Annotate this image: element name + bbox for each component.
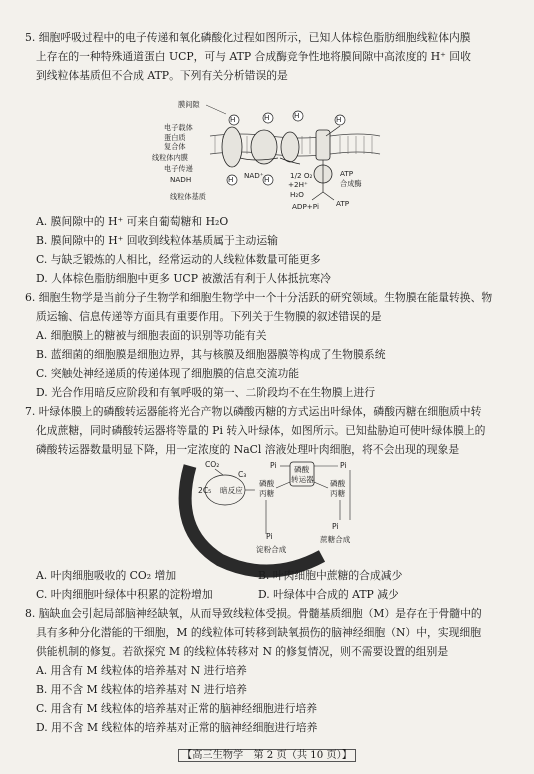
svg-text:H: H	[264, 175, 270, 184]
label-o2: 1/2 O₂	[290, 171, 313, 180]
label-synthase: 合成酶	[340, 179, 362, 188]
label-triose: 磷酸	[259, 479, 275, 488]
label-complex: 复合体	[164, 142, 186, 151]
label-atp: ATP	[340, 169, 354, 178]
label-c5: 2C₅	[198, 486, 212, 495]
q5-option-b: B. 膜间隙中的 H⁺ 回收到线粒体基质属于主动运输	[36, 234, 278, 247]
q7-stem-line: 化成蔗糖，同时磷酸转运器将等量的 Pi 转入叶绿体，如图所示。已知盐胁迫可使叶绿体膜上的	[36, 424, 486, 437]
label-c3: C₃	[238, 470, 247, 479]
label-sucrose: 蔗糖合成	[320, 535, 351, 544]
q6-option-a: A. 细胞膜上的糖被与细胞表面的识别等功能有关	[36, 329, 267, 342]
q7-stem-line: 7. 叶绿体膜上的磷酸转运器能将光合产物以磷酸丙糖的方式运出叶绿体，磷酸丙糖在细胞质中转	[25, 405, 482, 418]
label-pi: Pi	[332, 522, 339, 531]
q5-stem-line: 上存在的一种特殊通道蛋白 UCP，可与 ATP 合成酶竞争性地将膜间隙中高浓度的 H⁺ 回收	[36, 50, 471, 63]
footer-label: 【高三生物学 第 2 页（共 10 页）】	[178, 749, 356, 762]
page-footer	[0, 746, 534, 761]
q5-option-a: A. 膜间隙中的 H⁺ 可来自葡萄糖和 H₂O	[36, 215, 229, 228]
label-pi: Pi	[266, 532, 273, 541]
label-atp-product: ATP	[336, 199, 350, 208]
q6-stem-line: 6. 细胞生物学是当前分子生物学和细胞生物学中一个十分活跃的研究领域。生物膜在能量转换、物	[25, 291, 493, 304]
svg-text:H: H	[264, 113, 270, 122]
q5-option-c: C. 与缺乏锻炼的人相比，经常运动的人线粒体数量可能更多	[36, 253, 321, 266]
q7-stem-line: 磷酸转运器数量明显下降，用一定浓度的 NaCl 溶液处理叶肉细胞，将不会出现的现象是	[36, 443, 460, 456]
q7-option-b: B. 叶肉细胞中蔗糖的合成减少	[258, 569, 403, 582]
label-adp: ADP+Pi	[292, 202, 319, 211]
q6-option-b: B. 蓝细菌的细胞膜是细胞边界，其与核膜及细胞器膜等构成了生物膜系统	[36, 348, 386, 361]
q7-option-c: C. 叶肉细胞叶绿体中积累的淀粉增加	[36, 588, 213, 601]
q8-stem-line: 8. 脑缺血会引起局部脑神经缺氧，从而导致线粒体受损。骨髓基质细胞（M）是存在于骨髓中的	[25, 607, 482, 620]
svg-text:H: H	[336, 115, 342, 124]
label-matrix: 线粒体基质	[170, 192, 206, 201]
label-triose: 磷酸	[330, 479, 346, 488]
label-transfer: 电子传递	[164, 164, 193, 173]
q6-option-d: D. 光合作用暗反应阶段和有氧呼吸的第一、二阶段均不在生物膜上进行	[36, 386, 376, 399]
q6-option-c: C. 突触处神经递质的传递体现了细胞膜的信息交流功能	[36, 367, 300, 380]
q8-option-a: A. 用含有 M 线粒体的培养基对 N 进行培养	[36, 664, 247, 677]
q8-option-b: B. 用不含 M 线粒体的培养基对 N 进行培养	[36, 683, 247, 696]
q5-stem-line: 5. 细胞呼吸过程中的电子传递和氧化磷酸化过程如图所示，已知人体棕色脂肪细胞线粒体内膜	[25, 31, 471, 44]
label-membrane-space: 膜间隙	[178, 100, 200, 109]
label-nadh: NADH	[170, 175, 192, 184]
label-triose: 丙糖	[330, 489, 346, 498]
label-complex: 蛋白质	[164, 133, 186, 142]
label-starch: 淀粉合成	[256, 545, 287, 554]
label-pi: Pi	[340, 461, 347, 470]
chloroplast-figure	[170, 460, 370, 578]
label-triose: 丙糖	[259, 489, 275, 498]
q8-option-c: C. 用含有 M 线粒体的培养基对正常的脑神经细胞进行培养	[36, 702, 317, 715]
q5-stem-line: 到线粒体基质但不合成 ATP。下列有关分析错误的是	[36, 69, 288, 82]
label-inner-membrane: 线粒体内膜	[152, 153, 188, 162]
q8-stem-line: 具有多种分化潜能的干细胞，M 的线粒体可转移到缺氧损伤的脑神经细胞（N）中，实现细胞	[36, 626, 482, 639]
q8-option-d: D. 用不含 M 线粒体的培养基对正常的脑神经细胞进行培养	[36, 721, 318, 734]
label-water: H₂O	[290, 190, 304, 199]
q8-stem-line: 供能机制的修复。若欲探究 M 的线粒体转移对 N 的修复情况，则不需要设置的组别是	[36, 645, 449, 658]
q5-option-d: D. 人体棕色脂肪细胞中更多 UCP 被激活有利于人体抵抗寒冷	[36, 272, 331, 285]
label-transporter: 转运器	[291, 475, 314, 484]
q7-option-d: D. 叶绿体中合成的 ATP 减少	[258, 588, 399, 601]
label-pi: Pi	[270, 461, 277, 470]
label-2h: +2H⁺	[288, 180, 308, 189]
svg-text:H: H	[228, 175, 234, 184]
label-dark-reaction: 暗反应	[220, 486, 243, 495]
label-transporter: 磷酸	[294, 465, 310, 474]
label-nad: NAD⁺	[244, 171, 264, 180]
svg-text:H: H	[294, 111, 300, 120]
electron-transport-figure	[140, 92, 410, 216]
label-carrier: 电子载体	[164, 123, 193, 132]
q7-option-a: A. 叶肉细胞吸收的 CO₂ 增加	[36, 569, 177, 582]
q6-stem-line: 质运输、信息传递等方面具有重要作用。下列关于生物膜的叙述错误的是	[36, 310, 382, 323]
label-co2: CO₂	[205, 460, 220, 469]
svg-text:H: H	[230, 115, 236, 124]
